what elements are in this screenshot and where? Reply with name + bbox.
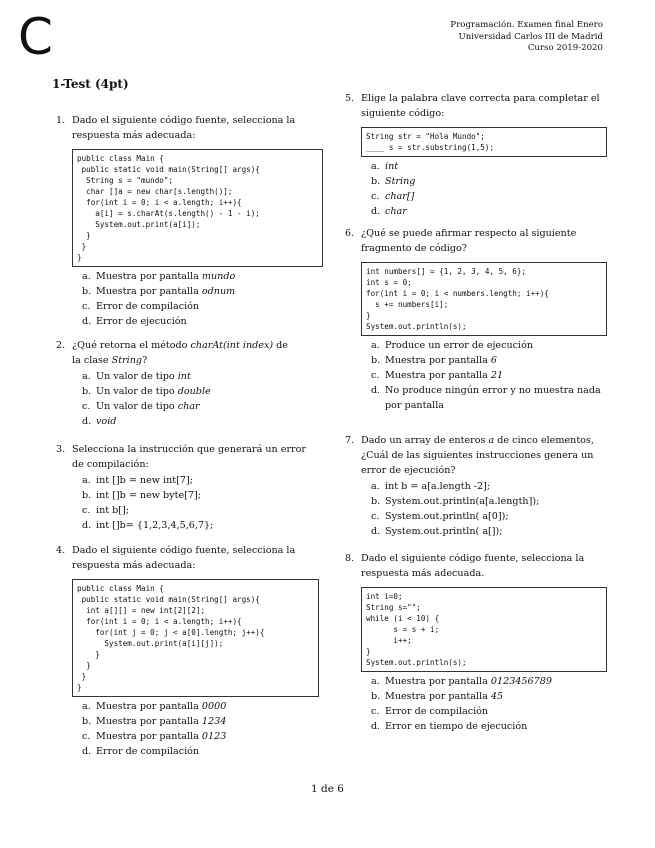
options-list xyxy=(371,674,610,734)
option-b[interactable]: b. System.out.println(a[a.length]); xyxy=(371,496,540,507)
options-list xyxy=(371,159,610,219)
option-c[interactable]: c. Muestra por pantalla 0123 xyxy=(82,731,227,742)
question-stem: Elige la palabra clave correcta para completar el siguiente código: xyxy=(361,93,600,119)
options-list xyxy=(371,479,595,539)
options-list xyxy=(82,473,306,533)
section-title: 1-Test (4pt) xyxy=(52,77,129,91)
option-d[interactable]: d. Error de ejecución xyxy=(82,316,187,327)
option-d[interactable]: d. char xyxy=(371,206,407,217)
option-b[interactable]: b. String xyxy=(371,176,416,187)
document-header xyxy=(450,20,603,55)
option-a[interactable]: a. int []b = new int[7]; xyxy=(82,475,193,486)
option-c[interactable]: c. int b[]; xyxy=(82,505,130,516)
option-a[interactable]: a. Muestra por pantalla 0000 xyxy=(82,701,227,712)
code-block: int i=0; String s=""; while (i < 10) { s = s + i; i++; } System.out.println(s); xyxy=(361,587,607,672)
question-5: 5. Elige la palabra clave correcta para completar el siguiente código: String str = "Hola Mundo"; ____ s = str.substring(1,5); a. int b. String c. char[] d. char xyxy=(345,91,610,219)
question-3: 3. Selecciona la instrucción que generará un error de compilación: a. int []b = new int[7]; b. int []b = new byte[7]; c. int b[]; d. int []b= {1,2,3,4,5,6,7}; xyxy=(56,444,306,531)
question-1: 1. Dado el siguiente código fuente, selecciona la respuesta más adecuada: public class Main { public static void main(String[] args){ String s = "mundo"; char []a = new char[s.length()]; for(int i = 0; i < a.length; i++){ a[i] = s.charAt(s.length() - 1 - i); System.out.print(a[i]); } } } a. Muestra por pantalla mundo b. Muestra por pantalla odnum c. Error de compilación d. Error de ejecución xyxy=(56,113,321,329)
option-c[interactable]: c. System.out.println( a[0]); xyxy=(371,511,509,522)
question-8: 8. Dado el siguiente código fuente, selecciona la respuesta más adecuada. int i=0; String s=""; while (i < 10) { s = s + i; i++; } System.out.println(s); a. Muestra por pantalla 0123456789 b. Muestra por pantalla 45 c. Error de compilación d. Error en tiempo de ejecución xyxy=(345,551,610,734)
university-logo: C xyxy=(18,8,53,66)
question-stem: Dado el siguiente código fuente, selecciona la respuesta más adecuada: xyxy=(72,545,296,571)
option-d[interactable]: d. System.out.println( a[]); xyxy=(371,526,503,537)
question-stem: ¿Qué retorna el método charAt(int index) de la clase String? xyxy=(72,340,288,366)
option-d[interactable]: d. void xyxy=(82,416,117,427)
option-b[interactable]: b. Muestra por pantalla odnum xyxy=(82,286,236,297)
option-d[interactable]: d. No produce ningún error y no muestra nada por pantalla xyxy=(371,385,601,411)
header-university: Universidad Carlos III de Madrid xyxy=(458,31,603,42)
question-2: 2. ¿Qué retorna el método charAt(int index) de la clase String? a. Un valor de tipo int b. Un valor de tipo double c. Un valor de tipo char d. void xyxy=(56,338,296,429)
option-b[interactable]: b. Un valor de tipo double xyxy=(82,386,211,397)
question-stem: Dado el siguiente código fuente, selecciona la respuesta más adecuada. xyxy=(361,553,585,579)
question-stem: Dado el siguiente código fuente, selecciona la respuesta más adecuada: xyxy=(72,115,296,141)
code-block: String str = "Hola Mundo"; ____ s = str.substring(1,5); xyxy=(361,127,607,157)
option-a[interactable]: a. int xyxy=(371,161,399,172)
question-6: 6. ¿Qué se puede afirmar respecto al siguiente fragmento de código? int numbers[] = {1, 2, 3, 4, 5, 6}; int s = 0; for(int i = 0; i < numbers.length; i++){ s += numbers[i]; } System.out.println(s); a. Produce un error de ejecución b. Muestra por pantalla 6 c. Muestra por pantalla 21 d. No produce ningún error y no muestra nada por pantalla xyxy=(345,226,610,413)
question-stem: Selecciona la instrucción que generará un error de compilación: xyxy=(72,444,306,470)
page-number: 1 de 6 xyxy=(311,783,344,795)
option-b[interactable]: b. Muestra por pantalla 6 xyxy=(371,355,497,366)
option-c[interactable]: c. Error de compilación xyxy=(82,301,200,312)
header-course: Programación. Examen final Enero xyxy=(450,20,603,30)
option-d[interactable]: d. Error en tiempo de ejecución xyxy=(371,721,528,732)
option-c[interactable]: c. Muestra por pantalla 21 xyxy=(371,370,504,381)
option-b[interactable]: b. int []b = new byte[7]; xyxy=(82,490,201,501)
option-a[interactable]: a. Muestra por pantalla 0123456789 xyxy=(371,676,552,687)
code-block: public class Main { public static void main(String[] args){ int a[][] = new int[2][2]; for(int i = 0; i < a.length; i++){ for(int j = 0; j < a[0].length; j++){ System.out.print(a[i][j]); } } } } xyxy=(72,579,319,697)
option-b[interactable]: b. Muestra por pantalla 1234 xyxy=(82,716,227,727)
option-a[interactable]: a. int b = a[a.length -2]; xyxy=(371,481,491,492)
option-a[interactable]: a. Un valor de tipo int xyxy=(82,371,191,382)
option-b[interactable]: b. Muestra por pantalla 45 xyxy=(371,691,504,702)
options-list xyxy=(371,338,610,413)
options-list xyxy=(82,699,321,759)
code-block: int numbers[] = {1, 2, 3, 4, 5, 6}; int s = 0; for(int i = 0; i < numbers.length; i++){ s += numbers[i]; } System.out.println(s); xyxy=(361,262,607,336)
option-c[interactable]: c. char[] xyxy=(371,191,415,202)
option-a[interactable]: a. Produce un error de ejecución xyxy=(371,340,534,351)
code-block: public class Main { public static void main(String[] args){ String s = "mundo"; char []a = new char[s.length()]; for(int i = 0; i < a.length; i++){ a[i] = s.charAt(s.length() - 1 - i); System.out.print(a[i]); } } } xyxy=(72,149,323,267)
options-list xyxy=(82,369,296,429)
question-4: 4. Dado el siguiente código fuente, selecciona la respuesta más adecuada: public class Main { public static void main(String[] args){ int a[][] = new int[2][2]; for(int i = 0; i < a.length; i++){ for(int j = 0; j < a[0].length; j++){ System.out.print(a[i][j]); } } } } a. Muestra por pantalla 0000 b. Muestra por pantalla 1234 c. Muestra por pantalla 0123 d. Error de compilación xyxy=(56,543,321,759)
question-stem: ¿Qué se puede afirmar respecto al siguiente fragmento de código? xyxy=(361,228,577,254)
options-list xyxy=(82,269,321,329)
option-d[interactable]: d. int []b= {1,2,3,4,5,6,7}; xyxy=(82,520,214,531)
header-year: Curso 2019-2020 xyxy=(527,43,603,53)
option-d[interactable]: d. Error de compilación xyxy=(82,746,200,757)
question-stem: Dado un array de enteros a de cinco elementos, ¿Cuál de las siguientes instrucciones genera un error de ejecución? xyxy=(361,435,594,476)
option-c[interactable]: c. Error de compilación xyxy=(371,706,489,717)
question-7: 7. Dado un array de enteros a de cinco elementos, ¿Cuál de las siguientes instrucciones genera un error de ejecución? a. int b = a[a.length -2]; b. System.out.println(a[a.length]); c. System.out.println( a[0]); d. System.out.println( a[]); xyxy=(345,435,594,537)
option-c[interactable]: c. Un valor de tipo char xyxy=(82,401,200,412)
option-a[interactable]: a. Muestra por pantalla mundo xyxy=(82,271,236,282)
